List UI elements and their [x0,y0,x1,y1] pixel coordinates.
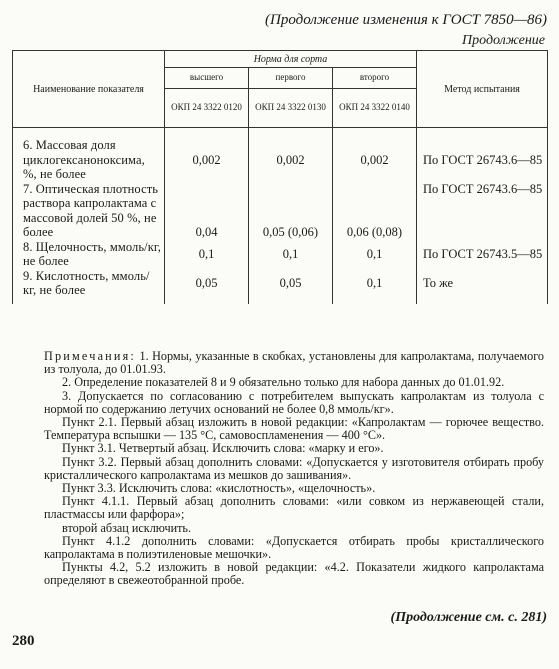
method-cell: По ГОСТ 26743.6—85 [417,128,548,182]
value-cell: 0,06 (0,08) [333,182,417,240]
value-cell: 0,1 [249,240,333,269]
value-cell: 0,002 [333,128,417,182]
table-row [13,269,548,304]
paragraph-4-1-1-second: второй абзац исключить. [62,520,192,535]
note-3: 3. Допускается по согласованию с потребителем выпускать капролактам из толуола с нормой по содержанию летучих оснований не более 0,8 ммоль/кг». [44,388,544,416]
value-cell: 0,05 [249,269,333,304]
notes-label: Примечания: [44,349,137,363]
indicator-name: 7. Оптическая плотность раствора капролактама с массовой долей 50 %, не более [13,182,165,240]
paragraph-3-3: Пункт 3.3. Исключить слова: «кислотность», «щелочность». [62,481,376,496]
value-cell: 0,05 [165,269,249,304]
col-header-norm: Норма для сорта [165,51,417,68]
paragraph-2-1: Пункт 2.1. Первый абзац изложить в новой редакции: «Капролактам — горючее вещество. Температура вспышки — 135 °С, самовоспламенения — 400 °С». [44,415,544,443]
note-2: 2. Определение показателей 8 и 9 обязательно только для набора данных до 01.01.92. [62,375,505,390]
notes-section [44,350,544,588]
paragraph-4-1-1: Пункт 4.1.1. Первый абзац дополнить словами: «или совком из нержавеющей стали, пластмассы или фарфора»; [44,494,544,522]
value-cell: 0,002 [165,128,249,182]
table-row [13,128,548,182]
note-1-text: 1. Нормы, указанные в скобках, установлены для капролактама, получаемого из толуола, до 01.01.93. [44,349,544,377]
value-cell: 0,002 [249,128,333,182]
paragraph-3-1: Пункт 3.1. Четвертый абзац. Исключить слова: «марку и его». [62,441,384,456]
indicator-name: 6. Массовая доля циклогексаноноксима, %, не более [13,128,165,182]
note-1 [44,350,544,376]
value-cell: 0,1 [165,240,249,269]
continuation-header: (Продолжение изменения к ГОСТ 7850—86) [265,12,547,28]
col-header-method: Метод испытания [417,51,548,128]
col-header-indicator: Наименование показателя [13,51,165,128]
continued-note: (Продолжение см. с. 281) [390,610,547,625]
value-cell: 0,04 [165,182,249,240]
method-cell: По ГОСТ 26743.6—85 [417,182,548,240]
grade-name: высшего [165,68,249,89]
value-cell: 0,1 [333,240,417,269]
table-row [13,182,548,240]
grade-name: второго [333,68,417,89]
grade-code: ОКП 24 3322 0140 [333,89,417,128]
table-row [13,240,548,269]
indicator-name: 9. Кислотность, ммоль/кг, не более [13,269,165,304]
method-cell: По ГОСТ 26743.5—85 [417,240,548,269]
grade-code: ОКП 24 3322 0120 [165,89,249,128]
value-cell: 0,05 (0,06) [249,182,333,240]
paragraph-4-2: Пункты 4.2, 5.2 изложить в новой редакции: «4.2. Показатели жидкого капролактама определяют в свежеотобранной пробе. [44,560,544,588]
method-cell: То же [417,269,548,304]
norms-table [12,50,548,304]
grade-name: первого [249,68,333,89]
paragraph-3-2: Пункт 3.2. Первый абзац дополнить словами: «Допускается у изготовителя отбирать пробу кристаллического капролактама из мешков до зашивания». [44,454,544,482]
value-cell: 0,1 [333,269,417,304]
indicator-name: 8. Щелочность, ммоль/кг, не более [13,240,165,269]
page-number: 280 [12,633,35,649]
table-continuation-label: Продолжение [462,33,545,48]
paragraph-4-1-2: Пункт 4.1.2 дополнить словами: «Допускается отбирать пробы кристаллического капролактама в полиэтиленовые мешочки». [44,533,544,562]
grade-code: ОКП 24 3322 0130 [249,89,333,128]
